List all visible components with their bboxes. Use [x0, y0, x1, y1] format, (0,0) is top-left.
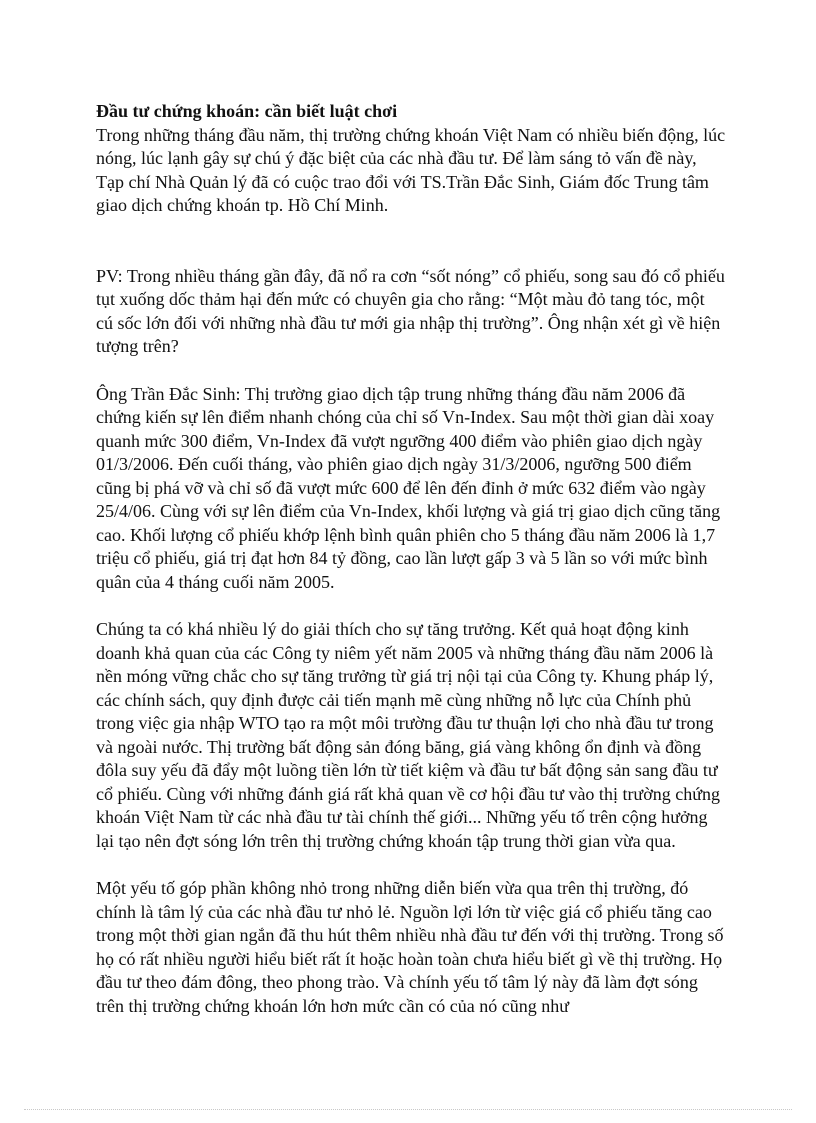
article-title: Đầu tư chứng khoán: cần biết luật chơi [96, 101, 398, 121]
document-body [96, 100, 726, 1018]
interview-question: PV: Trong nhiều tháng gần đây, đã nổ ra cơn “sốt nóng” cổ phiếu, song sau đó cổ phiếu tụt xuống dốc thảm hại đến mức có chuyên gia cho rằng: “Một màu đỏ tang tóc, một cú sốc lớn đối với những nhà đầu tư mới gia nhập thị trường”. Ông nhận xét gì về hiện tượng trên? [96, 265, 725, 356]
page-bottom-divider [24, 1109, 792, 1110]
spacer [96, 594, 726, 618]
spacer [96, 359, 726, 383]
intro-paragraph: Trong những tháng đầu năm, thị trường chứng khoán Việt Nam có nhiều biến động, lúc nóng, lúc lạnh gây sự chú ý đặc biệt của các nhà đầu tư. Để làm sáng tỏ vấn đề này, Tạp chí Nhà Quản lý đã có cuộc trao đổi với TS.Trần Đắc Sinh, Giám đốc Trung tâm giao dịch chứng khoán tp. Hồ Chí Minh. [96, 124, 726, 215]
answer-paragraph-2: Chúng ta có khá nhiều lý do giải thích cho sự tăng trưởng. Kết quả hoạt động kinh doanh khả quan của các Công ty niêm yết năm 2005 và những tháng đầu năm 2006 là nền móng vững chắc cho sự tăng trưởng từ giá trị nội tại của Công ty. Khung pháp lý, các chính sách, quy định được cải tiến mạnh mẽ cùng những nỗ lực của Chính phủ trong việc gia nhập WTO tạo ra một môi trường đầu tư thuận lợi cho nhà đầu tư trong và ngoài nước. Thị trường bất động sản đóng băng, giá vàng không ổn định và đồng đôla suy yếu đã đẩy một luồng tiền lớn từ tiết kiệm và đầu tư bất động sản sang đầu tư cổ phiếu. Cùng với những đánh giá rất khả quan về cơ hội đầu tư vào thị trường chứng khoán Việt Nam từ các nhà đầu tư tài chính thế giới... Những yếu tố trên cộng hưởng lại tạo nên đợt sóng lớn trên thị trường chứng khoán tập trung thời gian vừa qua. [96, 619, 720, 851]
spacer [96, 218, 726, 265]
answer-paragraph-1: Ông Trần Đắc Sinh: Thị trường giao dịch tập trung những tháng đầu năm 2006 đã chứng kiến sự lên điểm nhanh chóng của chỉ số Vn-Index. Sau một thời gian dài xoay quanh mức 300 điểm, Vn-Index đã vượt ngưỡng 400 điểm vào phiên giao dịch ngày 01/3/2006. Đến cuối tháng, vào phiên giao dịch ngày 31/3/2006, ngưỡng 500 điểm cũng bị phá vỡ và chỉ số đã vượt mức 600 để lên đến đỉnh ở mức 632 điểm vào ngày 25/4/06. Cùng với sự lên điểm của Vn-Index, khối lượng và giá trị giao dịch cũng tăng cao. Khối lượng cổ phiếu khớp lệnh bình quân phiên cho 5 tháng đầu năm 2006 là 1,7 triệu cổ phiếu, giá trị đạt hơn 84 tỷ đồng, cao lần lượt gấp 3 và 5 lần so với mức bình quân của 4 tháng cuối năm 2005. [96, 383, 721, 592]
answer-paragraph-3: Một yếu tố góp phần không nhỏ trong những diễn biến vừa qua trên thị trường, đó chính là tâm lý của các nhà đầu tư nhỏ lẻ. Nguồn lợi lớn từ việc giá cổ phiếu tăng cao trong một thời gian ngắn đã thu hút thêm nhiều nhà đầu tư đến với thị trường. Trong số họ có rất nhiều người hiểu biết rất ít hoặc hoàn toàn chưa hiểu biết gì về thị trường. Họ đầu tư theo đám đông, theo phong trào. Và chính yếu tố tâm lý này đã làm đợt sóng trên thị trường chứng khoán lớn hơn mức cần có của nó cũng như [96, 878, 724, 1016]
spacer [96, 853, 726, 877]
